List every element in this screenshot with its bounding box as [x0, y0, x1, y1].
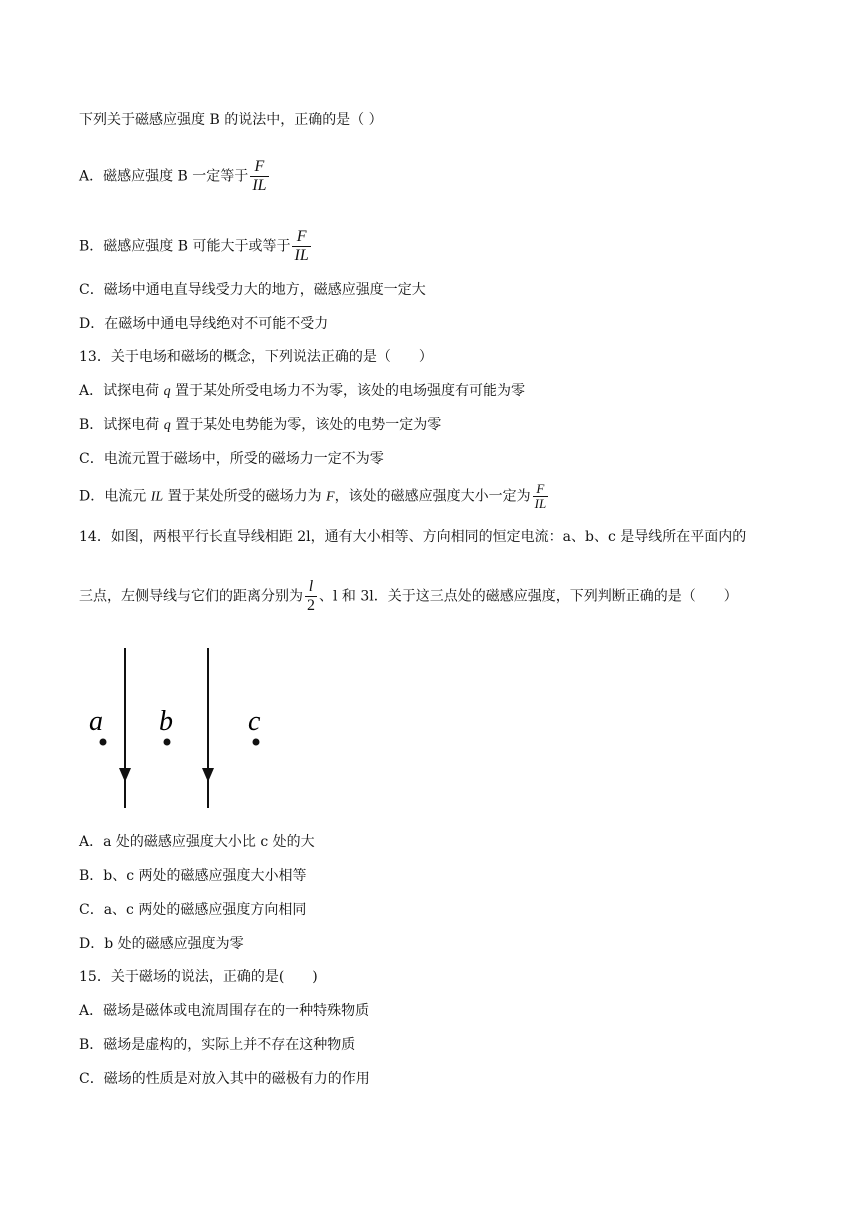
q12-option-a: [79, 158, 271, 195]
q13-option-d: [79, 482, 550, 511]
fraction-numerator: l: [308, 578, 314, 595]
q15-option-a: A．磁场是磁体或电流周围存在的一种特殊物质: [79, 1003, 370, 1019]
variable-q: q: [163, 418, 171, 433]
variable-f: F: [326, 489, 335, 505]
point-a-dot: [100, 739, 107, 746]
q14-option-a: A．a 处的磁感应强度大小比 c 处的大: [79, 834, 315, 850]
q15-option-c: C．磁场的性质是对放入其中的磁极有力的作用: [79, 1071, 370, 1087]
fraction-numerator: F: [254, 158, 265, 175]
q13-option-d-middle: 置于某处所受的磁场力为: [163, 488, 327, 505]
q14-option-d: D．b 处的磁感应强度为零: [79, 936, 244, 952]
q13-stem: 13．关于电场和磁场的概念，下列说法正确的是（ ）: [79, 349, 433, 365]
q14-option-b: B．b、c 两处的磁感应强度大小相等: [79, 868, 307, 884]
fraction-f-over-il: [533, 482, 549, 511]
fraction-l-over-2: [305, 578, 317, 615]
parallel-wires-diagram: [79, 640, 279, 815]
fraction-denominator: IL: [534, 496, 547, 511]
q13-option-a: [79, 381, 525, 402]
q14-stem-line1: 14．如图，两根平行长直导线相距 2l，通有大小相等、方向相同的恒定电流：a、b、c 是导线所在平面内的: [79, 529, 747, 545]
point-b-label: b: [159, 706, 173, 737]
fraction-denominator: 2: [307, 597, 315, 614]
q14-stem-suffix: 、l 和 3l．关于这三点处的磁感应强度，下列判断正确的是（ ）: [319, 588, 738, 605]
q12-option-c: C．磁场中通电直导线受力大的地方，磁感应强度一定大: [79, 282, 426, 298]
fraction-denominator: IL: [294, 247, 309, 264]
right-current-arrow-icon: [202, 768, 214, 782]
q12-option-b: [79, 228, 313, 265]
q13-option-a-suffix: 置于某处所受电场力不为零，该处的电场强度有可能为零: [170, 383, 526, 399]
point-a-label: a: [89, 706, 103, 737]
variable-il: IL: [150, 489, 164, 505]
variable-q: q: [163, 384, 171, 399]
q14-option-c: C．a、c 两处的磁感应强度方向相同: [79, 902, 307, 918]
q13-option-d-prefix: D．电流元: [79, 488, 151, 505]
q12-option-a-text: A．磁感应强度 B 一定等于: [79, 168, 249, 185]
q13-option-c: C．电流元置于磁场中，所受的磁场力一定不为零: [79, 451, 384, 467]
q14-stem-line2: [79, 578, 738, 615]
fraction-f-over-il: [292, 228, 310, 265]
fraction-numerator: F: [536, 481, 545, 496]
point-b-dot: [164, 739, 171, 746]
point-c-label: c: [248, 706, 261, 737]
point-c-dot: [253, 739, 260, 746]
q13-option-d-suffix: ，该处的磁感应强度大小一定为: [334, 488, 531, 505]
q12-option-d: D．在磁场中通电导线绝对不可能不受力: [79, 316, 329, 332]
q13-option-a-prefix: A．试探电荷: [79, 383, 164, 399]
q15-option-b: B．磁场是虚构的，实际上并不存在这种物质: [79, 1037, 356, 1053]
q13-option-b-prefix: B．试探电荷: [79, 417, 164, 433]
q14-stem-prefix: 三点，左侧导线与它们的距离分别为: [79, 588, 303, 605]
q12-option-b-text: B．磁感应强度 B 可能大于或等于: [79, 238, 291, 255]
q13-option-b-suffix: 置于某处电势能为零，该处的电势一定为零: [170, 417, 442, 433]
wires-figure: [79, 640, 279, 819]
q12-stem: 下列关于磁感应强度 B 的说法中，正确的是（ ）: [79, 112, 383, 128]
fraction-numerator: F: [296, 228, 307, 245]
fraction-f-over-il: [250, 158, 268, 195]
q15-stem: 15．关于磁场的说法，正确的是( ): [79, 969, 318, 985]
fraction-denominator: IL: [252, 177, 267, 194]
q13-option-b: [79, 415, 441, 436]
left-current-arrow-icon: [119, 768, 131, 782]
